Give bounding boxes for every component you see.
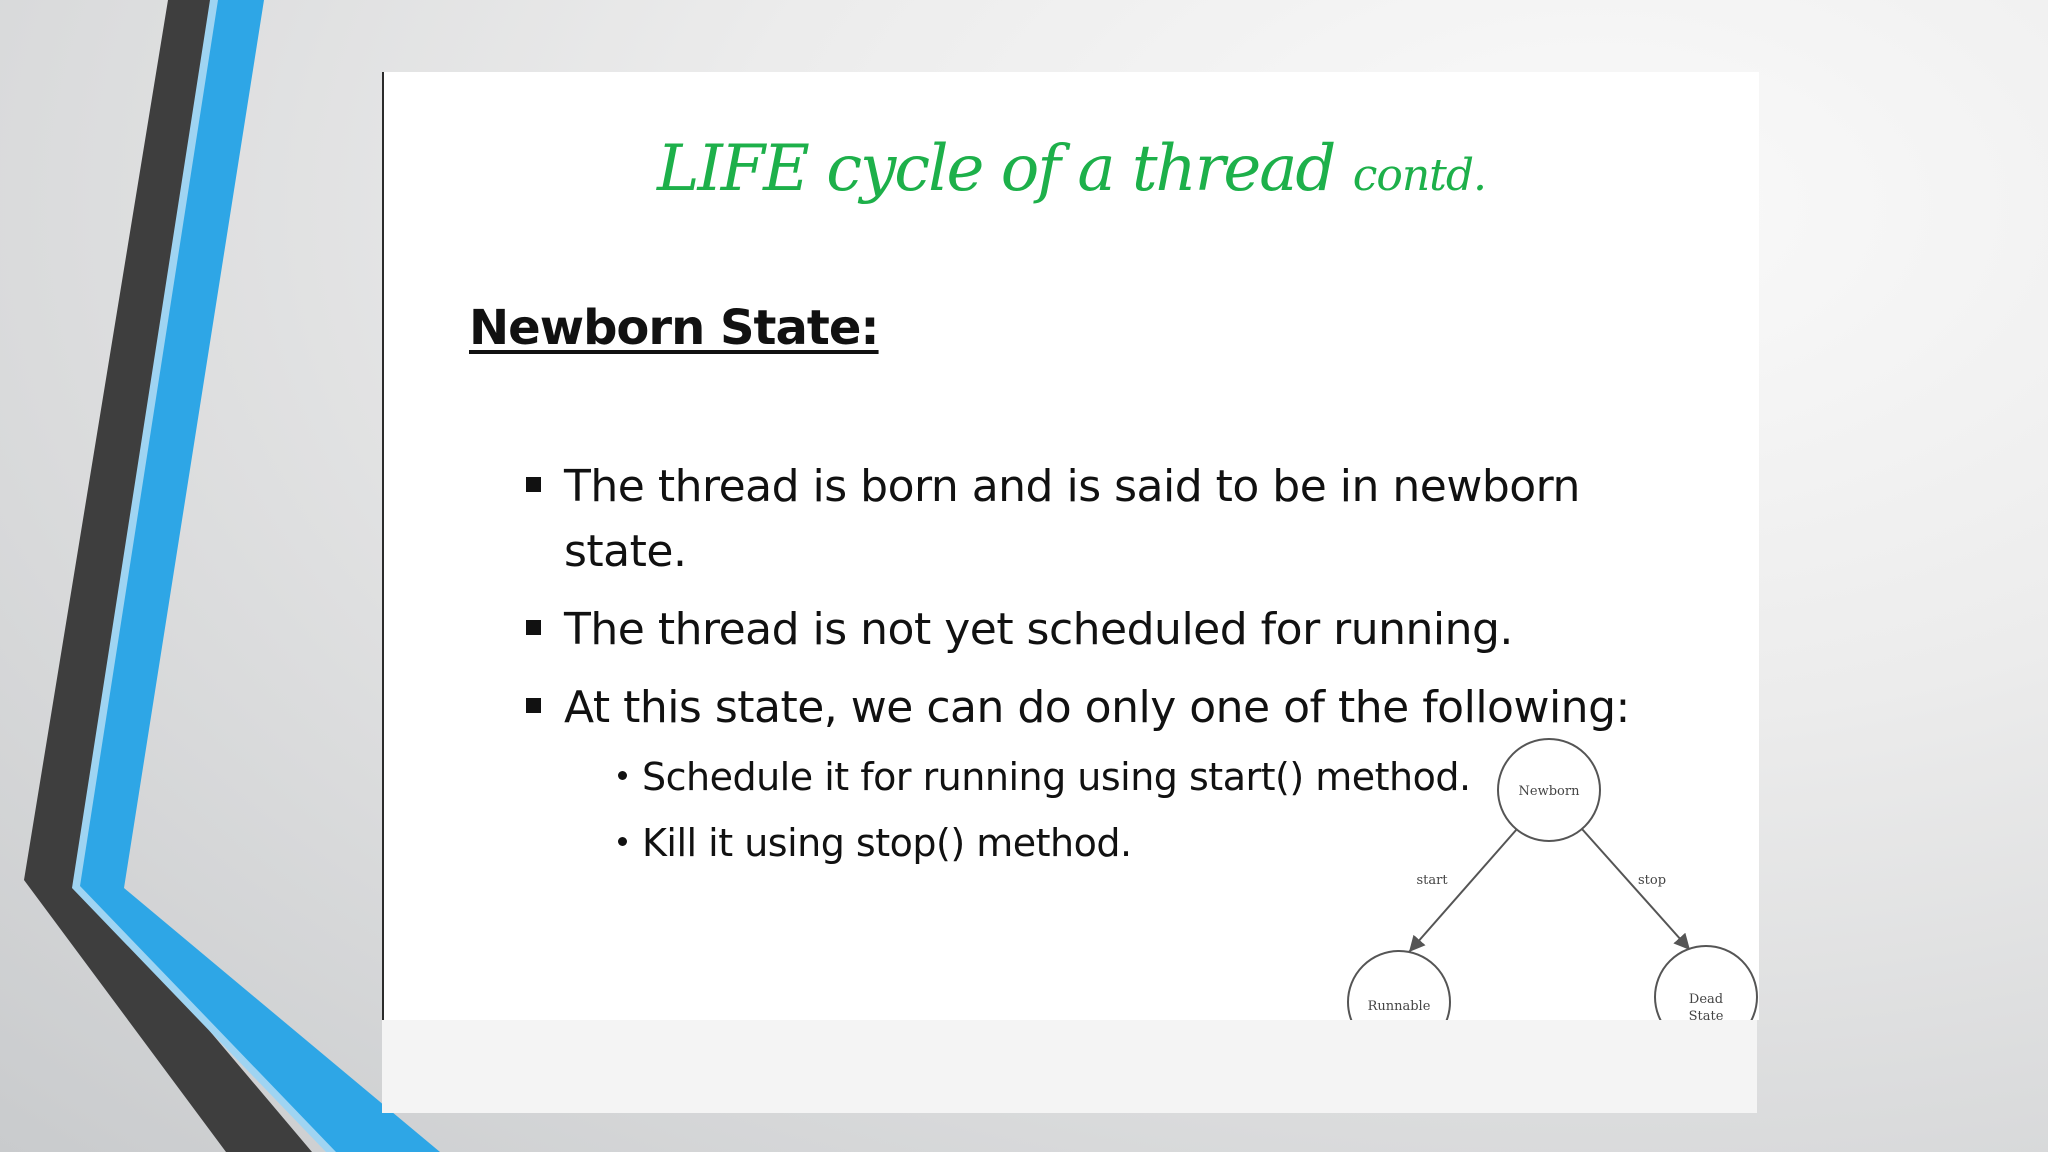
start-edge [1409,829,1517,952]
bullet-text: The thread is born and is said to be in newborn state. [564,461,1580,577]
title-suffix: contd. [1352,150,1487,201]
bullet-text: At this state, we can do only one of the following: [564,682,1630,733]
title-main: LIFE cycle of a thread [656,132,1335,206]
newborn-node-label: Newborn [1518,784,1580,799]
section-heading: Newborn State: [469,300,879,356]
dead-node-label-line1: Dead [1688,992,1724,1007]
slide-footer-band [382,1020,1757,1113]
stop-edge [1582,829,1690,950]
runnable-node-label: Runnable [1367,999,1431,1014]
sub-bullet-text: Schedule it for running using start() method. [642,755,1471,799]
thread-state-diagram [384,72,1759,1020]
stop-edge-label: stop [1637,873,1667,888]
bullet-text: The thread is not yet scheduled for running. [564,604,1513,655]
slide-content [382,72,1759,1020]
dead-node-label-line2: State [1688,1009,1724,1020]
start-edge-label: start [1416,873,1448,888]
sub-bullet-text: Kill it using stop() method. [642,821,1132,865]
